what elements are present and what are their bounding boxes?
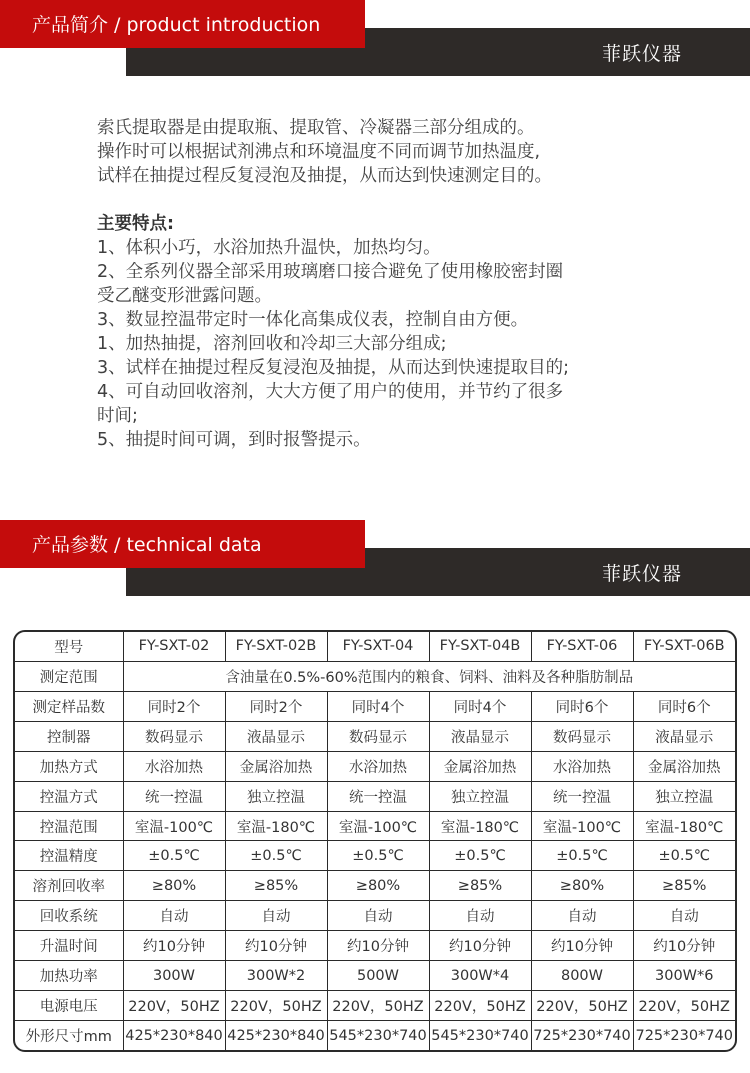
value-cell: 220V，50HZ	[633, 991, 735, 1021]
model-header-cell: FY-SXT-04B	[429, 632, 531, 661]
value-cell: 自动	[225, 901, 327, 931]
feature-line: 4、可自动回收溶剂，大大方便了用户的使用，并节约了很多	[97, 382, 564, 402]
table-row	[15, 901, 735, 931]
table-row	[15, 811, 735, 841]
value-cell: 自动	[633, 901, 735, 931]
row-label-cell: 控温方式	[15, 781, 123, 811]
row-label-cell: 测定样品数	[15, 691, 123, 721]
spec-table	[15, 632, 735, 1050]
intro-line: 试样在抽提过程反复浸泡及抽提，从而达到快速测定目的。	[97, 166, 552, 186]
value-cell: 同时2个	[123, 691, 225, 721]
value-cell: ±0.5℃	[633, 841, 735, 871]
value-cell: 独立控温	[225, 781, 327, 811]
row-label-cell: 加热功率	[15, 961, 123, 991]
value-cell: 液晶显示	[633, 721, 735, 751]
value-cell: 同时6个	[633, 691, 735, 721]
value-cell: 自动	[327, 901, 429, 931]
value-cell: ±0.5℃	[225, 841, 327, 871]
value-cell: 425*230*840	[225, 1021, 327, 1050]
feature-line: 5、抽提时间可调，到时报警提示。	[97, 430, 371, 450]
value-cell: 同时6个	[531, 691, 633, 721]
value-cell: 独立控温	[633, 781, 735, 811]
value-cell: 室温-100℃	[123, 811, 225, 841]
header-label-cell: 型号	[15, 632, 123, 661]
value-cell: 金属浴加热	[633, 751, 735, 781]
model-header-cell: FY-SXT-02B	[225, 632, 327, 661]
intro-line: 索氏提取器是由提取瓶、提取管、冷凝器三部分组成的。	[97, 118, 535, 138]
value-cell: ≥80%	[123, 871, 225, 901]
table-row	[15, 1021, 735, 1050]
section-title: 产品简介 / product introduction	[32, 14, 321, 36]
value-cell: ≥80%	[327, 871, 429, 901]
value-cell: 约10分钟	[327, 931, 429, 961]
value-cell: 自动	[123, 901, 225, 931]
value-cell: 统一控温	[531, 781, 633, 811]
value-cell: ±0.5℃	[123, 841, 225, 871]
value-cell: ≥85%	[429, 871, 531, 901]
value-cell: 自动	[531, 901, 633, 931]
value-cell: 约10分钟	[123, 931, 225, 961]
table-row	[15, 931, 735, 961]
value-cell: 统一控温	[327, 781, 429, 811]
value-cell: 同时4个	[327, 691, 429, 721]
value-cell: ≥80%	[531, 871, 633, 901]
feature-line: 受乙醚变形泄露问题。	[97, 286, 272, 306]
range-value-cell: 含油量在0.5%-60%范围内的粮食、饲料、油料及各种脂肪制品	[123, 661, 735, 691]
brand-name: 菲跃仪器	[601, 43, 682, 65]
table-row	[15, 991, 735, 1021]
row-label-cell: 升温时间	[15, 931, 123, 961]
value-cell: 同时2个	[225, 691, 327, 721]
row-label-cell: 控制器	[15, 721, 123, 751]
value-cell: 425*230*840	[123, 1021, 225, 1050]
value-cell: 同时4个	[429, 691, 531, 721]
value-cell: 725*230*740	[531, 1021, 633, 1050]
value-cell: 金属浴加热	[429, 751, 531, 781]
model-header-cell: FY-SXT-02	[123, 632, 225, 661]
table-header-row	[15, 632, 735, 661]
row-label-cell: 外形尺寸mm	[15, 1021, 123, 1050]
section-title: 产品参数 / technical data	[32, 534, 262, 556]
section-banner-introduction	[0, 0, 750, 80]
table-row	[15, 721, 735, 751]
value-cell: 自动	[429, 901, 531, 931]
row-label-cell: 溶剂回收率	[15, 871, 123, 901]
value-cell: ≥85%	[633, 871, 735, 901]
value-cell: 独立控温	[429, 781, 531, 811]
row-label-cell: 控温精度	[15, 841, 123, 871]
intro-line: 操作时可以根据试剂沸点和环境温度不同而调节加热温度,	[97, 142, 541, 162]
model-header-cell: FY-SXT-06B	[633, 632, 735, 661]
value-cell: 约10分钟	[429, 931, 531, 961]
table-row	[15, 871, 735, 901]
value-cell: 金属浴加热	[225, 751, 327, 781]
value-cell: 液晶显示	[429, 721, 531, 751]
value-cell: 500W	[327, 961, 429, 991]
row-label-cell: 加热方式	[15, 751, 123, 781]
value-cell: 300W	[123, 961, 225, 991]
value-cell: 约10分钟	[633, 931, 735, 961]
row-label-cell: 回收系统	[15, 901, 123, 931]
table-row	[15, 781, 735, 811]
feature-line: 1、体积小巧，水浴加热升温快，加热均匀。	[97, 238, 441, 258]
value-cell: 水浴加热	[531, 751, 633, 781]
value-cell: 220V，50HZ	[531, 991, 633, 1021]
row-label-cell: 电源电压	[15, 991, 123, 1021]
table-row	[15, 661, 735, 691]
section-banner-technical-data	[0, 520, 750, 600]
value-cell: 220V，50HZ	[327, 991, 429, 1021]
value-cell: ±0.5℃	[327, 841, 429, 871]
value-cell: 室温-180℃	[429, 811, 531, 841]
product-introduction	[97, 116, 677, 452]
value-cell: 800W	[531, 961, 633, 991]
table-row	[15, 751, 735, 781]
model-header-cell: FY-SXT-06	[531, 632, 633, 661]
value-cell: 室温-100℃	[531, 811, 633, 841]
value-cell: ±0.5℃	[429, 841, 531, 871]
value-cell: 545*230*740	[429, 1021, 531, 1050]
value-cell: 220V，50HZ	[429, 991, 531, 1021]
spec-table-frame	[13, 630, 737, 1052]
value-cell: 300W*6	[633, 961, 735, 991]
features-heading: 主要特点:	[97, 214, 174, 234]
feature-line: 3、试样在抽提过程反复浸泡及抽提，从而达到快速提取目的;	[97, 358, 570, 378]
table-row	[15, 841, 735, 871]
value-cell: 220V，50HZ	[123, 991, 225, 1021]
value-cell: ±0.5℃	[531, 841, 633, 871]
model-header-cell: FY-SXT-04	[327, 632, 429, 661]
value-cell: 室温-180℃	[633, 811, 735, 841]
value-cell: 水浴加热	[327, 751, 429, 781]
feature-line: 3、数显控温带定时一体化高集成仪表，控制自由方便。	[97, 310, 529, 330]
value-cell: 统一控温	[123, 781, 225, 811]
brand-name: 菲跃仪器	[601, 563, 682, 585]
value-cell: 约10分钟	[225, 931, 327, 961]
value-cell: ≥85%	[225, 871, 327, 901]
feature-line: 1、加热抽提，溶剂回收和冷却三大部分组成;	[97, 334, 447, 354]
value-cell: 数码显示	[327, 721, 429, 751]
value-cell: 室温-100℃	[327, 811, 429, 841]
feature-line: 时间;	[97, 406, 138, 426]
table-row	[15, 691, 735, 721]
value-cell: 室温-180℃	[225, 811, 327, 841]
feature-line: 2、全系列仪器全部采用玻璃磨口接合避免了使用橡胶密封圈	[97, 262, 564, 282]
value-cell: 水浴加热	[123, 751, 225, 781]
value-cell: 220V，50HZ	[225, 991, 327, 1021]
value-cell: 725*230*740	[633, 1021, 735, 1050]
value-cell: 数码显示	[531, 721, 633, 751]
table-row	[15, 961, 735, 991]
value-cell: 数码显示	[123, 721, 225, 751]
row-label-cell: 控温范围	[15, 811, 123, 841]
value-cell: 300W*2	[225, 961, 327, 991]
value-cell: 545*230*740	[327, 1021, 429, 1050]
value-cell: 约10分钟	[531, 931, 633, 961]
value-cell: 液晶显示	[225, 721, 327, 751]
value-cell: 300W*4	[429, 961, 531, 991]
row-label-cell: 测定范围	[15, 661, 123, 691]
